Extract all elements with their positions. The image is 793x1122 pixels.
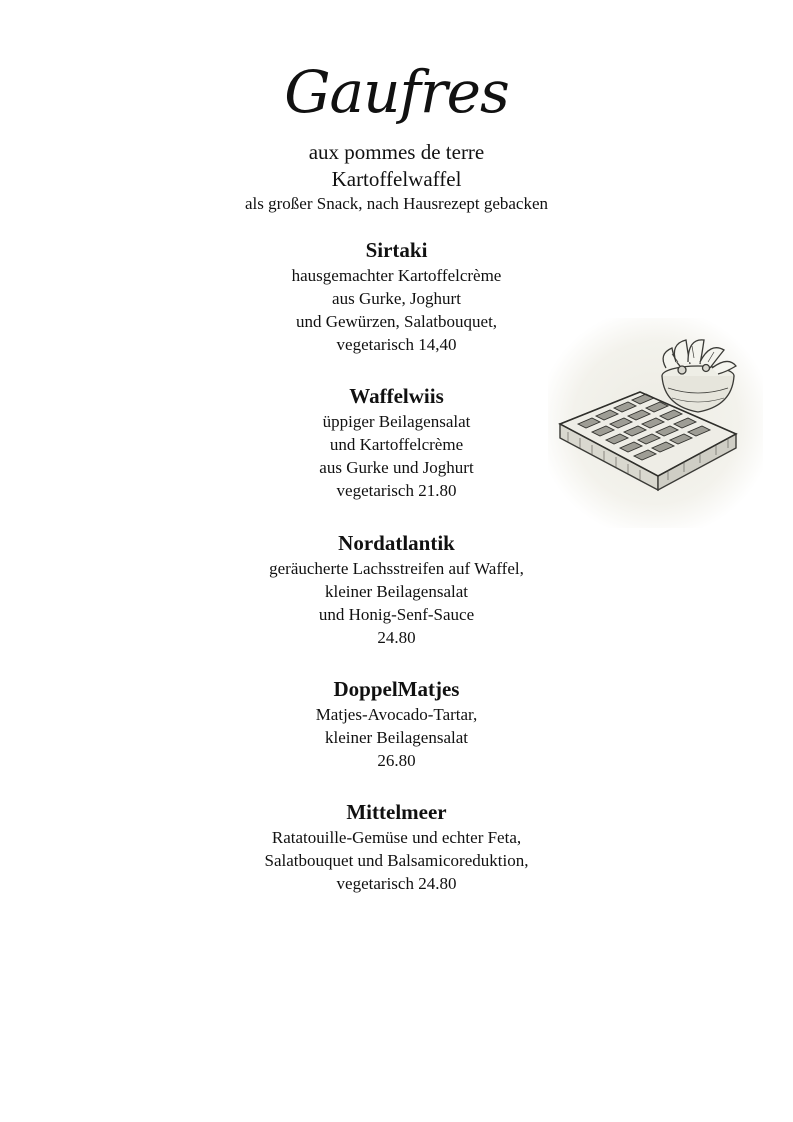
dish-description-line: und Kartoffelcrème: [329, 435, 464, 454]
dish-price-line: 26.80: [377, 751, 416, 770]
dish-description-line: kleiner Beilagensalat: [324, 582, 469, 601]
dish-description-line: hausgemachter Kartoffelcrème: [291, 266, 502, 285]
dish-name: DoppelMatjes: [333, 677, 460, 701]
dish-description-line: üppiger Beilagensalat: [322, 412, 471, 431]
dish-price-line: 24.80: [377, 628, 416, 647]
menu-subtitle-french: aux pommes de terre: [308, 140, 485, 164]
dish-description-line: aus Gurke und Joghurt: [319, 458, 474, 477]
dish-description-line: Salatbouquet und Balsamicoreduktion,: [264, 851, 529, 870]
menu-tagline: als großer Snack, nach Hausrezept gebacken: [244, 194, 549, 213]
dish-name: Waffelwiis: [349, 384, 444, 408]
dish-price-line: vegetarisch 14,40: [336, 335, 457, 354]
dish-description-line: geräucherte Lachsstreifen auf Waffel,: [269, 559, 524, 578]
menu-title: Gaufres: [284, 58, 509, 126]
dish-description-line: Ratatouille-Gemüse und echter Feta,: [271, 828, 522, 847]
dish-nordatlantik: [0, 530, 793, 649]
dish-description-line: Matjes-Avocado-Tartar,: [315, 705, 478, 724]
dish-description-line: und Gewürzen, Salatbouquet,: [295, 312, 498, 331]
dish-name: Nordatlantik: [338, 531, 455, 555]
dish-name: Sirtaki: [365, 238, 428, 262]
dish-doppelmatjes: [0, 676, 793, 772]
menu-subtitle-german: Kartoffelwaffel: [331, 167, 462, 191]
dish-price-line: vegetarisch 21.80: [336, 481, 457, 500]
dish-name: Mittelmeer: [346, 800, 447, 824]
dish-description-line: und Honig-Senf-Sauce: [318, 605, 475, 624]
dish-price-line: vegetarisch 24.80: [336, 874, 457, 893]
dish-description-line: kleiner Beilagensalat: [324, 728, 469, 747]
dish-description-line: aus Gurke, Joghurt: [332, 289, 461, 308]
waffle-and-salad-bowl-illustration: [548, 318, 763, 528]
dish-mittelmeer: [0, 799, 793, 895]
